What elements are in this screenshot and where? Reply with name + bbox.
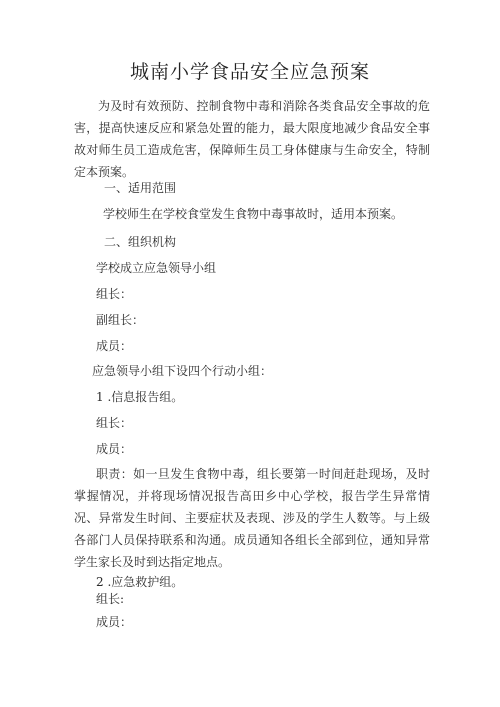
- section2-heading: 二、组织机构: [104, 235, 177, 249]
- document-title: 城南小学食品安全应急预案: [129, 61, 370, 83]
- intro-paragraph: 为及时有效预防、控制食物中毒和消除各类食品安全事故的危害，提高快速反应和紧急处置的能力，最大限度地减少食品安全事故对师生员工造成危害，保障师生员工身体健康与生命安全，特制定本预案。: [74, 99, 430, 179]
- subgroups-intro: 应急领导小组下设四个行动小组：: [92, 364, 273, 378]
- group1-members-label: 成员：: [96, 442, 133, 456]
- group1-duty-paragraph: 职责：如一旦发生食物中毒，组长要第一时间赶赴现场，及时掌握情况，并将现场情况报告高田乡中心学校，报告学生异常情况、异常发生时间、主要症状及表现、涉及的学生人数等。与上级各部门人员保持联系和沟通。成员通知各组长全部到位，通知异常学生家长及时到达指定地点。: [74, 467, 430, 569]
- group1-leader-label: 组长：: [96, 416, 133, 430]
- section1-text: 学校师生在学校食堂发生食物中毒事故时，适用本预案。: [103, 207, 404, 221]
- lead-members-label: 成员：: [96, 339, 133, 353]
- lead-leader-label: 组长：: [96, 287, 133, 301]
- lead-group-text: 学校成立应急领导小组: [96, 261, 217, 275]
- section1-heading: 一、适用范围: [104, 181, 177, 195]
- group1-title: 1 .信息报告组。: [96, 390, 184, 404]
- group2-leader-label: 组长:: [96, 592, 125, 606]
- group2-title: 2 .应急救护组。: [96, 575, 184, 589]
- group2-members-label: 成员：: [96, 615, 133, 629]
- lead-deputy-label: 副组长：: [96, 313, 145, 327]
